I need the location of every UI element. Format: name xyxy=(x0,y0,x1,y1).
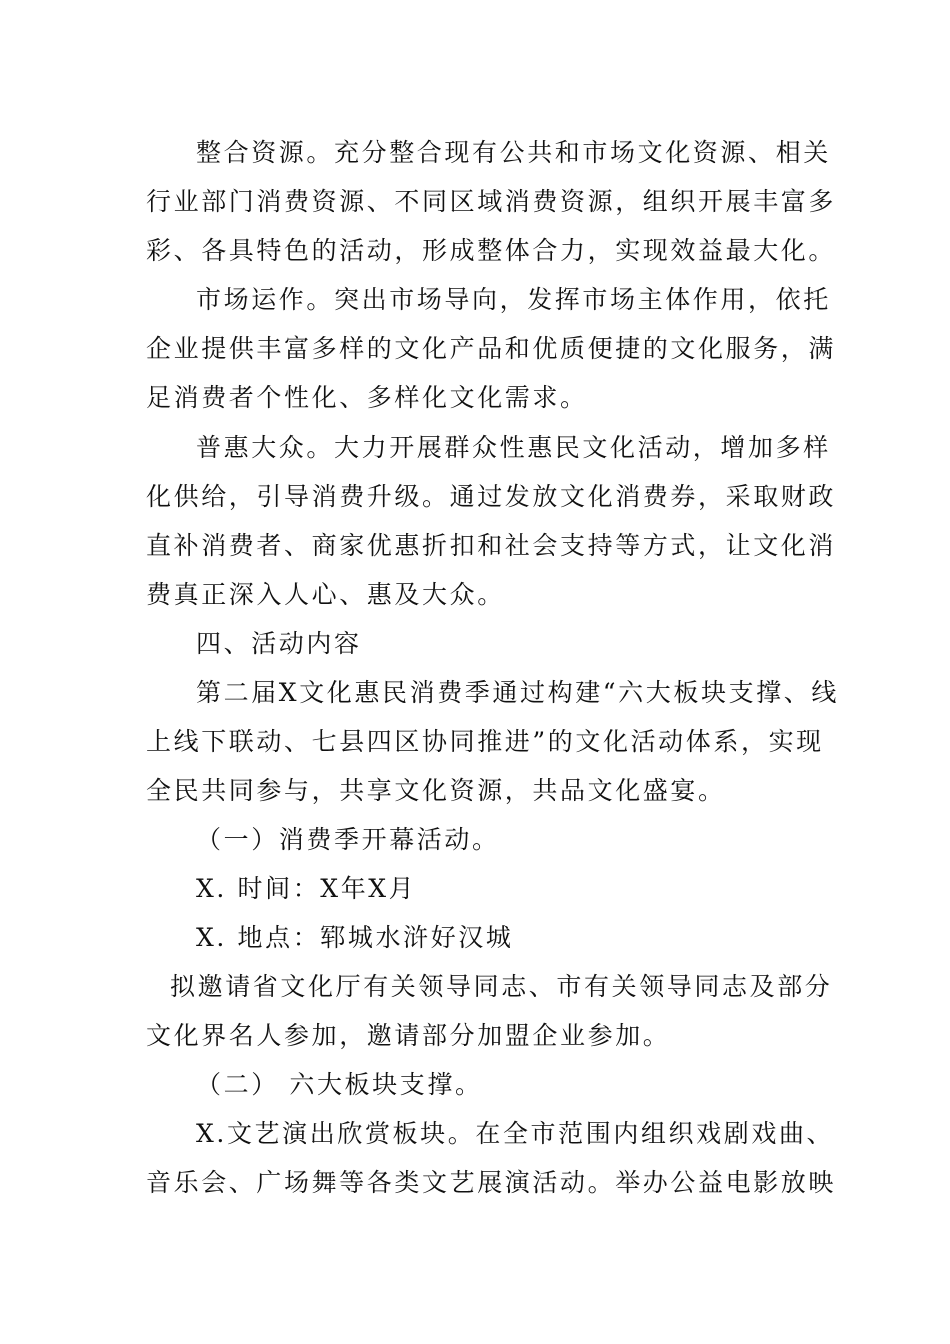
paragraph-line: 上线下联动、七县四区协同推进”的文化活动体系，实现 xyxy=(146,727,824,756)
paragraph-line: 费真正深入人心、惠及大众。 xyxy=(146,580,505,609)
paragraph-line: 普惠大众。大力开展群众性惠民文化活动，增加多样 xyxy=(196,433,831,462)
paragraph-line: X.文艺演出欣赏板块。在全市范围内组织戏剧戏曲、 xyxy=(196,1119,835,1148)
paragraph-line: 整合资源。充分整合现有公共和市场文化资源、相关 xyxy=(196,138,831,167)
paragraph-line: 拟邀请省文化厅有关领导同志、市有关领导同志及部分 xyxy=(170,972,833,1001)
paragraph-line: 彩、各具特色的活动，形成整体合力，实现效益最大化。 xyxy=(146,236,837,265)
paragraph-line: 全民共同参与，共享文化资源，共品文化盛宴。 xyxy=(146,776,726,805)
paragraph-line: 化供给，引导消费升级。通过发放文化消费券，采取财政 xyxy=(146,482,837,511)
subsection-heading: （一）消费季开幕活动。 xyxy=(196,825,500,854)
paragraph-line: 第二届X文化惠民消费季通过构建“六大板块支撑、线 xyxy=(196,678,839,707)
section-heading: 四、活动内容 xyxy=(196,629,362,658)
paragraph-line: 直补消费者、商家优惠折扣和社会支持等方式，让文化消 xyxy=(146,531,837,560)
paragraph-line: 文化界名人参加，邀请部分加盟企业参加。 xyxy=(146,1021,671,1050)
subsection-heading: （二） 六大板块支撑。 xyxy=(196,1070,483,1099)
list-item: X. 地点：郓城水浒好汉城 xyxy=(196,923,514,952)
list-item: X. 时间：X年X月 xyxy=(196,874,417,903)
paragraph-line: 足消费者个性化、多样化文化需求。 xyxy=(146,383,588,412)
paragraph-line: 音乐会、广场舞等各类文艺展演活动。举办公益电影放映 xyxy=(146,1168,837,1197)
paragraph-line: 行业部门消费资源、不同区域消费资源，组织开展丰富多 xyxy=(146,187,837,216)
paragraph-line: 企业提供丰富多样的文化产品和优质便捷的文化服务，满 xyxy=(146,334,837,363)
paragraph-line: 市场运作。突出市场导向，发挥市场主体作用，依托 xyxy=(196,285,831,314)
